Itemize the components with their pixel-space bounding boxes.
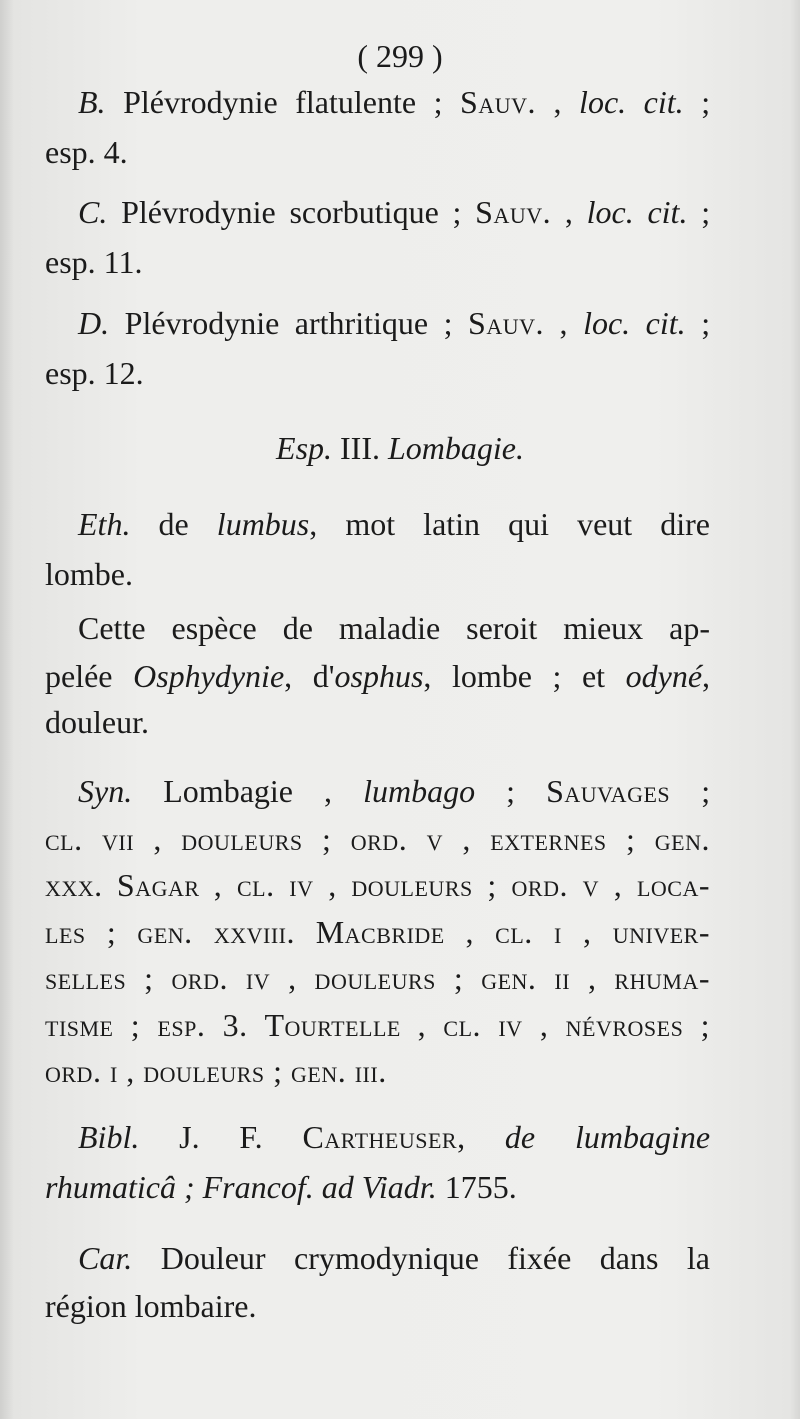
syn-label: Syn. <box>78 773 133 809</box>
heading-esp: Esp. <box>276 430 333 466</box>
entry-end: ; <box>701 194 711 230</box>
syn-line-5 <box>45 962 710 994</box>
note-text: , lombe ; et <box>423 658 606 694</box>
car-line-2: région lombaire. <box>45 1288 257 1324</box>
bibl-text: J. F. <box>179 1119 263 1155</box>
syn-text: , cl. i , univer- <box>465 914 711 950</box>
entry-b-line-1 <box>78 86 710 118</box>
car-text: Douleur crymodynique fixée dans la <box>160 1240 710 1276</box>
note-italic-term: odyné <box>625 658 703 694</box>
syn-text: xxx. <box>45 867 103 903</box>
note-line-2 <box>45 660 710 692</box>
eth-text: , mot latin qui veut dire <box>309 506 711 542</box>
entry-name: Plévrodynie arthritique ; <box>124 305 453 341</box>
syn-line-6 <box>45 1009 710 1041</box>
syn-line-2 <box>45 823 710 855</box>
entry-c-line-1 <box>78 196 710 228</box>
note-italic-term: osphus <box>334 658 424 694</box>
entry-name: Plévrodynie scorbutique ; <box>121 194 462 230</box>
eth-latin-word: lumbus <box>216 506 310 542</box>
section-heading <box>0 432 800 464</box>
car-line-1 <box>78 1242 710 1274</box>
syn-text: Lombagie , <box>163 773 333 809</box>
bibl-label: Bibl. <box>78 1119 140 1155</box>
entry-author: Sauv. <box>475 194 552 230</box>
entry-letter: D. <box>78 305 110 341</box>
syn-line-1 <box>78 775 710 807</box>
note-text: , d' <box>284 658 335 694</box>
page-number-header: ( 299 ) <box>357 38 443 74</box>
entry-letter: C. <box>78 194 108 230</box>
eth-label: Eth. <box>78 506 131 542</box>
entry-ref: loc. cit. <box>583 305 686 341</box>
entry-author: Sauv. <box>460 84 536 120</box>
syn-line-7 <box>45 1055 387 1087</box>
entry-d-line-1 <box>78 307 710 339</box>
eth-line-1 <box>78 508 710 540</box>
car-label: Car. <box>78 1240 133 1276</box>
entry-sep: , <box>553 84 562 120</box>
syn-text: , cl. iv , douleurs ; ord. v , loca- <box>213 867 711 903</box>
syn-author: Sagar <box>116 867 200 903</box>
syn-text: cl. vii , douleurs ; ord. v , externes ; gen. <box>45 821 710 857</box>
syn-text: selles ; ord. iv , douleurs ; gen. ii , rhuma- <box>45 960 710 996</box>
note-line-1: Cette espèce de maladie seroit mieux ap- <box>78 610 710 646</box>
entry-name: Plévrodynie flatulente ; <box>123 84 443 120</box>
syn-text: tisme ; esp. 3. <box>45 1007 248 1043</box>
note-text: , <box>702 658 711 694</box>
note-text: pelée <box>45 658 113 694</box>
entry-end: ; <box>701 84 711 120</box>
syn-line-3 <box>45 869 710 901</box>
entry-c-line-2: esp. 11. <box>45 244 143 280</box>
syn-latin-term: lumbago <box>363 773 476 809</box>
syn-author: Tourtelle <box>264 1007 401 1043</box>
syn-text: ord. i , douleurs ; gen. iii. <box>45 1053 387 1089</box>
entry-sep: , <box>564 194 573 230</box>
syn-author: Macbride <box>315 914 445 950</box>
syn-line-4 <box>45 916 710 948</box>
syn-text: , cl. iv , névroses ; <box>417 1007 710 1043</box>
syn-text: ; <box>506 773 516 809</box>
bibl-author: Cartheuser <box>302 1119 458 1155</box>
entry-d-line-2: esp. 12. <box>45 355 144 391</box>
entry-ref: loc. cit. <box>579 84 684 120</box>
syn-text: ; <box>701 773 711 809</box>
heading-number: III. <box>340 430 380 466</box>
note-italic-term: Osphydynie <box>133 658 285 694</box>
note-line-3: douleur. <box>45 704 149 740</box>
entry-author: Sauv. <box>468 305 544 341</box>
bibl-text: , <box>457 1119 466 1155</box>
bibl-title: de lumbagine <box>504 1119 711 1155</box>
entry-ref: loc. cit. <box>586 194 688 230</box>
entry-letter: B. <box>78 84 106 120</box>
syn-text: les ; gen. xxviii. <box>45 914 295 950</box>
bibl-title: rhumaticâ ; Francof. ad Viadr. <box>45 1169 437 1205</box>
bibl-year: 1755. <box>444 1169 517 1205</box>
eth-text: de <box>158 506 189 542</box>
heading-name: Lombagie. <box>387 430 524 466</box>
entry-b-line-2: esp. 4. <box>45 134 128 170</box>
bibl-line-1 <box>78 1121 710 1153</box>
eth-line-2: lombe. <box>45 556 133 592</box>
syn-author: Sauvages <box>546 773 671 809</box>
bibl-line-2 <box>45 1171 517 1203</box>
entry-end: ; <box>701 305 711 341</box>
entry-sep: , <box>559 305 568 341</box>
